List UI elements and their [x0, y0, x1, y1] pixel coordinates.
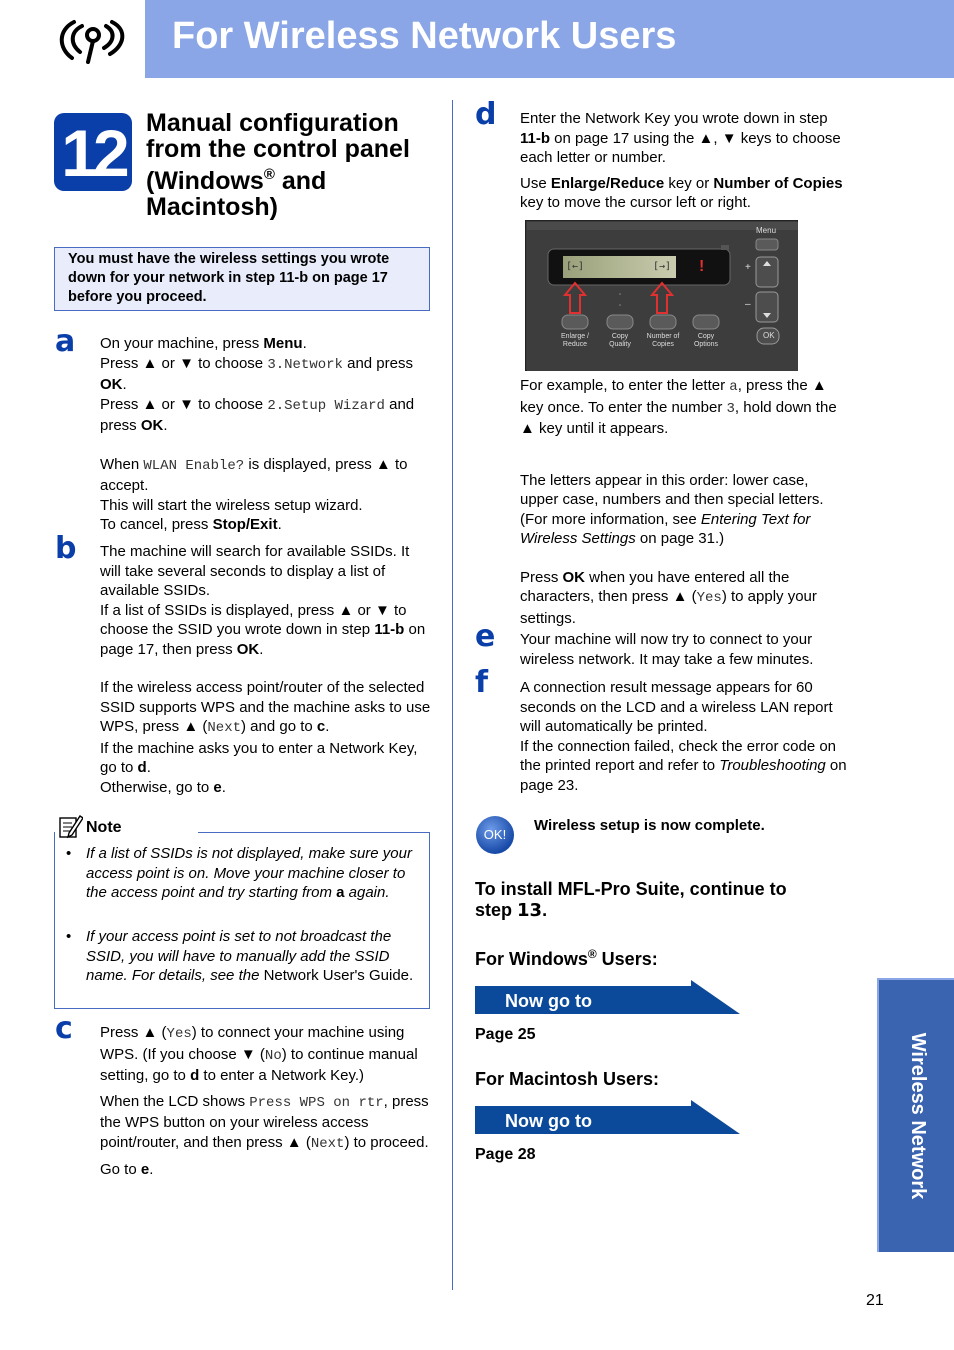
page-number: 21	[866, 1292, 884, 1309]
wireless-icon	[52, 14, 136, 66]
copy-quality-label: Copy Quality	[609, 333, 631, 348]
now-go-to-label: Now go to	[505, 991, 592, 1011]
side-tab-label: Wireless Network	[906, 1032, 929, 1200]
substep-c-text: Press ▲ (Yes) to connect your machine using WPS. (If you choose ▼ (No) to continue manual setting, go to d to enter a Network Key.) When the LCD shows Press WPS on rtr, press the WPS button on your wireless access point/router, and then press ▲ (Next) to proceed. Go to e.	[100, 1024, 429, 1178]
substep-letter-c: c	[55, 1011, 73, 1046]
control-panel-drawing	[526, 221, 799, 372]
windows-now-go-to-button[interactable]	[475, 980, 740, 1014]
setup-complete-message: Wireless setup is now complete.	[534, 817, 765, 834]
substep-letter-d: d	[475, 97, 497, 132]
substep-letter-e: e	[475, 619, 496, 654]
substep-letter-a: a	[55, 324, 76, 359]
substep-letter-f: f	[475, 665, 489, 700]
substep-b-text: The machine will search for available SSIDs. It will take several seconds to display a list of available SSIDs. If a list of SSIDs is displayed, press ▲ or ▼ to choose the SSID you wrote down in step 11-b on page 17, then press OK. If the wireless access point/router of the selected SSID supports WPS and the machine asks to use WPS, press ▲ (Next) and go to c. If the machine asks you to enter a Network Key, go to d. Otherwise, go to e.	[100, 543, 431, 796]
substep-a-text: On your machine, press Menu. Press ▲ or ▼ to choose 3.Network and press OK. Press ▲ or ▼ to choose 2.Setup Wizard and press OK. When WLAN Enable? is displayed, press ▲ to accept. This will start the wireless setup wizard. To cancel, press Stop/Exit.	[100, 335, 415, 533]
macintosh-page-reference: Page 28	[475, 1146, 536, 1163]
substep-e-text: Your machine will now try to connect to your wireless network. It may take a few minutes.	[520, 631, 814, 668]
ok-key-label: OK	[763, 331, 775, 340]
step-number-badge: 12	[54, 113, 132, 191]
prerequisite-warning: You must have the wireless settings you wrote down for your network in step 11-b on page 17 before you proceed.	[54, 247, 430, 311]
note-label: Note	[86, 819, 122, 836]
substep-letter-b: b	[55, 531, 77, 566]
note-box-top-border	[198, 832, 430, 833]
alert-indicator: !	[699, 258, 705, 275]
substep-f-text: A connection result message appears for 60 seconds on the LCD and a wireless LAN report will automatically be printed. If the connection failed, check the error code on the printed report and refer to Troubleshooting on page 23.	[520, 679, 847, 794]
now-go-to-label: Now go to	[505, 1111, 592, 1131]
note-item: • If a list of SSIDs is not displayed, make sure your access point is on. Move your machine closer to the access point and try starting from a again.	[66, 845, 412, 901]
lcd-right-cursor: [→]	[653, 261, 672, 272]
step-title: Manual configuration from the control panel (Windows® and Macintosh)	[146, 109, 410, 221]
copy-options-label: Copy Options	[693, 333, 719, 348]
macintosh-now-go-to-button[interactable]	[475, 1100, 740, 1134]
number-of-copies-label: Number of Copies	[646, 333, 680, 348]
windows-users-heading: For Windows® Users:	[475, 947, 658, 969]
note-pencil-icon	[57, 813, 83, 839]
control-panel-illustration	[525, 220, 798, 371]
lcd-left-cursor: [←]	[566, 261, 585, 272]
column-divider	[452, 100, 453, 1290]
section-side-tab	[877, 978, 954, 1252]
minus-sign: –	[745, 299, 751, 310]
plus-sign: +	[745, 262, 751, 273]
menu-key-label: Menu	[756, 226, 777, 235]
install-instruction: To install MFL-Pro Suite, continue to step 13.	[475, 879, 787, 921]
substep-d-text-continued: For example, to enter the letter a, press the ▲ key once. To enter the number 3, hold down the ▲ key until it appears. The letters appear in this order: lower case, upper case, numbers and then special letters. (For more information, see Entering Text for Wireless Settings on page 31.) Press OK when you have entered all the characters, then press ▲ (Yes) to apply your settings.	[520, 377, 837, 627]
note-item: • If your access point is set to not broadcast the SSID, you will have to manually add the SSID name. For details, see the Network User's Guide.	[66, 928, 414, 984]
windows-page-reference: Page 25	[475, 1026, 536, 1043]
macintosh-users-heading: For Macintosh Users:	[475, 1069, 660, 1089]
enlarge-reduce-label: Enlarge / Reduce	[560, 333, 590, 348]
ok-badge-icon: OK!	[476, 816, 514, 854]
page-header-title: For Wireless Network Users	[172, 15, 677, 57]
substep-d-text: Enter the Network Key you wrote down in step 11-b on page 17 using the ▲, ▼ keys to choose each letter or number. Use Enlarge/Reduce key or Number of Copies key to move the cursor left or right.	[520, 110, 843, 211]
